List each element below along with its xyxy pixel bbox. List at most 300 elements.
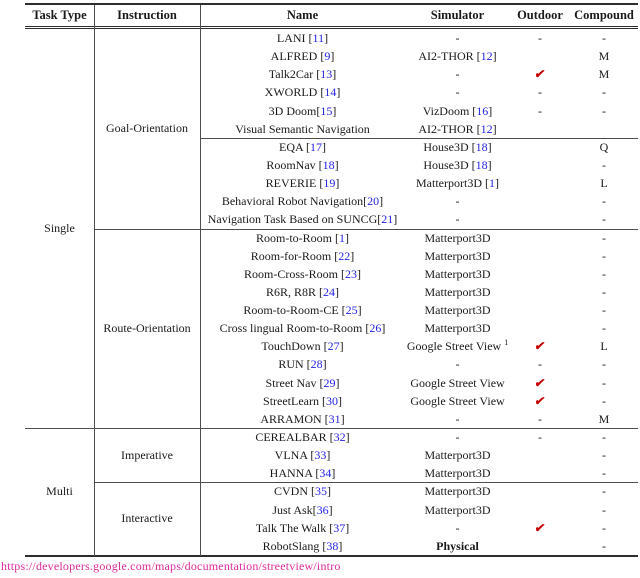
column-separator-task-instruction — [94, 5, 95, 556]
bracket: ] — [345, 230, 349, 245]
table-row — [200, 337, 638, 355]
simulator-cell — [405, 374, 510, 392]
bracket: [ — [322, 538, 327, 553]
citation-link[interactable]: 18 — [475, 157, 488, 172]
task-type-cell: Single — [44, 221, 75, 236]
bracket: ] — [338, 538, 343, 553]
cell-text: Matterport3D — [424, 284, 491, 299]
bracket: ] — [379, 194, 384, 209]
table-row — [200, 120, 638, 138]
table-row — [200, 102, 638, 120]
cell-text: House3D — [423, 157, 472, 172]
name-cell — [200, 337, 405, 355]
outdoor-cell — [510, 47, 570, 65]
citation-link[interactable]: 1 — [488, 176, 495, 191]
cell-text: 3D Doom — [268, 103, 317, 118]
bracket: [ — [476, 121, 481, 136]
simulator-cell — [405, 482, 510, 500]
bracket: [ — [320, 49, 325, 64]
cell-text: RUN — [278, 357, 307, 372]
cell-text: Matterport3D — [424, 484, 491, 499]
bracket: ] — [335, 176, 340, 191]
outdoor-cell — [510, 120, 570, 138]
compound-cell: M — [598, 67, 610, 82]
citation-link[interactable]: 37 — [333, 520, 346, 535]
bracket: [ — [329, 520, 334, 535]
outdoor-cell — [510, 519, 570, 537]
cell-text: Matterport3D — [424, 448, 491, 463]
cell-text: RobotSlang — [262, 538, 323, 553]
table-row — [200, 464, 638, 482]
outdoor-cell: - — [538, 430, 542, 445]
outdoor-cell — [510, 229, 570, 247]
citation-link[interactable]: 18 — [322, 157, 335, 172]
bracket: [ — [316, 67, 321, 82]
bracket: ] — [350, 248, 355, 263]
simulator-cell — [405, 519, 510, 537]
outdoor-cell — [510, 446, 570, 464]
citation-link[interactable]: 27 — [327, 339, 340, 354]
citation-link[interactable]: 1 — [339, 230, 345, 245]
cell-text: R6R, R8R — [265, 284, 319, 299]
outdoor-cell — [510, 65, 570, 83]
bracket: ] — [332, 67, 337, 82]
footnote-link[interactable]: https://developers.google.com/maps/documentation/streetview/intro — [1, 559, 341, 573]
cell-text: CVDN — [273, 484, 311, 499]
table-row — [200, 374, 638, 392]
bracket: ] — [339, 339, 344, 354]
cell-text: Visual Semantic Navigation — [235, 121, 370, 136]
cell-text: - — [455, 67, 460, 82]
outdoor-cell — [510, 501, 570, 519]
outdoor-cell — [510, 482, 570, 500]
cell-text: - — [455, 520, 460, 535]
name-cell — [200, 464, 405, 482]
cell-text: TouchDown — [261, 339, 324, 354]
table-row — [200, 537, 638, 555]
outdoor-cell — [510, 374, 570, 392]
header-task-type: Task Type — [32, 8, 87, 22]
bracket: [ — [315, 466, 320, 481]
citation-link[interactable]: 36 — [316, 502, 329, 517]
table-row — [200, 229, 638, 247]
bracket: ] — [334, 157, 339, 172]
bracket: ] — [487, 139, 492, 154]
name-cell — [200, 192, 405, 210]
instruction-cell: Interactive — [121, 511, 173, 526]
table-row — [200, 47, 638, 65]
compound-cell: - — [602, 31, 606, 45]
citation-link[interactable]: 9 — [324, 49, 331, 64]
name-cell — [200, 265, 405, 283]
citation-link[interactable]: 24 — [323, 284, 335, 299]
bracket: ] — [381, 321, 386, 336]
citation-link[interactable]: 32 — [333, 430, 346, 445]
outdoor-cell — [510, 174, 570, 192]
compound-cell: - — [602, 266, 606, 281]
cell-text: Just Ask — [272, 502, 313, 517]
cell-text: Physical — [436, 538, 479, 553]
compound-cell: - — [602, 212, 606, 227]
name-cell — [200, 283, 405, 301]
citation-link[interactable]: 17 — [310, 139, 322, 154]
compound-cell: - — [602, 248, 606, 263]
outdoor-cell — [510, 247, 570, 265]
table-row — [200, 355, 638, 373]
compound-cell: - — [602, 520, 606, 535]
outdoor-cell: - — [538, 411, 542, 426]
compound-cell: M — [598, 411, 610, 426]
table-row — [200, 265, 638, 283]
name-cell — [200, 519, 405, 537]
instruction-cell: Route-Orientation — [103, 320, 191, 335]
simulator-cell — [405, 83, 510, 101]
compound-cell: - — [602, 466, 606, 481]
bracket: [ — [484, 176, 489, 191]
cell-text: XWORLD — [264, 85, 321, 100]
name-cell — [200, 392, 405, 410]
name-cell — [200, 65, 405, 83]
citation-link[interactable]: 28 — [310, 357, 323, 372]
table-row — [200, 29, 638, 47]
cell-text: EQA — [279, 139, 306, 154]
cell-text: Matterport3D — [424, 230, 491, 245]
cell-text: Google Street View — [410, 375, 505, 390]
simulator-cell — [405, 410, 510, 428]
outdoor-cell — [510, 156, 570, 174]
citation-link[interactable]: 23 — [345, 266, 357, 281]
compound-cell: - — [602, 157, 606, 172]
compound-cell: - — [602, 484, 606, 499]
outdoor-cell: - — [538, 85, 542, 100]
citation-link[interactable]: 38 — [326, 538, 339, 553]
table-row — [200, 247, 638, 265]
name-cell — [200, 83, 405, 101]
cell-text: Matterport3D — [424, 466, 491, 481]
citation-link[interactable]: 20 — [367, 194, 380, 209]
table-row — [200, 428, 638, 446]
cell-text: HANNA — [269, 466, 316, 481]
citation-link[interactable]: 30 — [325, 393, 338, 408]
compound-cell: L — [600, 339, 608, 354]
bracket: ] — [330, 49, 335, 64]
compound-cell: - — [602, 375, 606, 390]
simulator-cell — [405, 247, 510, 265]
outdoor-cell — [510, 537, 570, 555]
simulator-cell — [405, 319, 510, 337]
bracket: [ — [306, 357, 311, 372]
bracket: ] — [337, 393, 342, 408]
footnote-marker: 1 — [504, 338, 509, 348]
bracket: ] — [345, 520, 350, 535]
cell-text: Navigation Task Based on SUNCG — [207, 212, 378, 227]
cell-text: AI2-THOR — [418, 49, 477, 64]
table-header — [25, 5, 638, 26]
bracket: ] — [357, 303, 362, 318]
header-outdoor: Outdoor — [517, 8, 563, 22]
bracket: [ — [476, 49, 481, 64]
bracket: [ — [335, 230, 339, 245]
compound-cell: - — [602, 393, 606, 408]
cell-text: Matterport3D — [424, 502, 491, 517]
bracket: ] — [345, 430, 350, 445]
citation-link[interactable]: 12 — [480, 121, 493, 136]
simulator-cell — [405, 265, 510, 283]
bracket: ] — [487, 157, 492, 172]
task-type-cell: Multi — [46, 484, 73, 498]
name-cell — [200, 102, 405, 120]
cell-text: REVERIE — [265, 176, 320, 191]
simulator-cell — [405, 65, 510, 83]
cell-text: Matterport3D — [424, 266, 491, 281]
cell-text: CEREALBAR — [255, 430, 330, 445]
simulator-cell — [405, 47, 510, 65]
cell-text: Matterport3D — [416, 176, 485, 191]
compound-cell: - — [602, 502, 606, 517]
simulator-cell — [405, 156, 510, 174]
outdoor-checkmark-icon: ✔ — [533, 67, 547, 82]
bracket: ] — [322, 357, 327, 372]
bracket: ] — [492, 121, 497, 136]
outdoor-cell — [510, 301, 570, 319]
outdoor-cell — [510, 319, 570, 337]
name-cell — [200, 210, 405, 228]
simulator-cell — [405, 501, 510, 519]
header-compound: Compound — [574, 8, 634, 22]
citation-link[interactable]: 22 — [338, 248, 351, 263]
name-cell — [200, 482, 405, 500]
simulator-cell — [405, 120, 510, 138]
cell-text: - — [455, 430, 460, 445]
simulator-cell — [405, 210, 510, 228]
cell-text: Cross lingual Room-to-Room — [219, 321, 366, 336]
bracket: ] — [324, 31, 329, 45]
cell-text: ALFRED — [270, 49, 321, 64]
citation-link[interactable]: 33 — [314, 448, 327, 463]
cell-text: Google Street View — [410, 393, 505, 408]
citation-link[interactable]: 31 — [328, 411, 341, 426]
cell-text: Matterport3D — [424, 248, 491, 263]
cell-text: - — [455, 411, 460, 426]
simulator-cell — [405, 446, 510, 464]
citation-link[interactable]: 14 — [324, 85, 337, 100]
compound-cell: - — [602, 538, 606, 553]
instruction-cell: Goal-Orientation — [106, 121, 188, 136]
citation-link[interactable]: 12 — [480, 49, 493, 64]
bracket: [ — [329, 430, 334, 445]
bracket: [ — [334, 248, 339, 263]
cell-text: - — [455, 85, 460, 100]
bracket: [ — [319, 284, 323, 299]
citation-link[interactable]: 11 — [312, 31, 325, 45]
citation-link[interactable]: 26 — [369, 321, 382, 336]
citation-link[interactable]: 15 — [320, 103, 333, 118]
cell-text: StreetLearn — [263, 393, 322, 408]
compound-cell: - — [602, 321, 606, 336]
name-cell — [200, 537, 405, 555]
compound-cell: L — [600, 176, 608, 191]
table-row — [200, 501, 638, 519]
compound-cell: - — [602, 430, 606, 445]
bracket: ] — [357, 266, 361, 281]
outdoor-checkmark-icon: ✔ — [533, 393, 547, 408]
compound-cell: - — [602, 194, 606, 209]
outdoor-cell — [510, 392, 570, 410]
table-row — [200, 519, 638, 537]
outdoor-cell — [510, 210, 570, 228]
simulator-cell — [405, 192, 510, 210]
table-row — [200, 319, 638, 337]
header-simulator: Simulator — [430, 8, 485, 22]
simulator-cell — [405, 138, 510, 156]
compound-cell: Q — [599, 139, 609, 154]
outdoor-cell — [510, 138, 570, 156]
cell-text: ARRAMON — [260, 411, 325, 426]
header-instruction: Instruction — [117, 8, 177, 22]
cell-text: Matterport3D — [424, 321, 491, 336]
bracket: [ — [365, 321, 370, 336]
table-row — [200, 410, 638, 428]
outdoor-checkmark-icon: ✔ — [533, 339, 547, 354]
bracket: [ — [318, 157, 323, 172]
bracket: ] — [494, 176, 499, 191]
citation-link[interactable]: 13 — [320, 67, 333, 82]
name-cell — [200, 446, 405, 464]
header-name: Name — [286, 8, 319, 22]
bracket: ] — [335, 284, 339, 299]
cell-text: Room-to-Room — [255, 230, 335, 245]
table-row — [200, 83, 638, 101]
citation-link[interactable]: 18 — [475, 139, 488, 154]
simulator-cell — [405, 229, 510, 247]
citation-link[interactable]: 19 — [323, 176, 336, 191]
simulator-cell — [405, 29, 510, 47]
simulator-cell — [405, 428, 510, 446]
outdoor-cell — [510, 192, 570, 210]
citation-link[interactable]: 25 — [345, 303, 358, 318]
simulator-cell — [405, 464, 510, 482]
bracket: ] — [340, 411, 345, 426]
bracket: [ — [471, 157, 476, 172]
bracket: [ — [341, 303, 346, 318]
simulator-cell — [405, 174, 510, 192]
table-row — [200, 174, 638, 192]
citation-link[interactable]: 35 — [315, 484, 327, 499]
name-cell — [200, 319, 405, 337]
vln-tasks-table — [25, 3, 638, 557]
table-row — [200, 301, 638, 319]
table-body — [25, 29, 638, 555]
compound-cell: - — [602, 303, 606, 318]
cell-text: Talk The Walk — [255, 520, 330, 535]
citation-link[interactable]: 34 — [319, 466, 332, 481]
bracket: ] — [327, 484, 331, 499]
compound-cell: - — [602, 85, 606, 100]
cell-text: House3D — [423, 139, 472, 154]
cell-text: LANI — [276, 31, 309, 45]
outdoor-cell — [510, 337, 570, 355]
table-row — [200, 392, 638, 410]
name-cell — [200, 301, 405, 319]
compound-cell — [570, 120, 638, 138]
bracket: [ — [310, 448, 315, 463]
cell-text: Street Nav — [265, 375, 320, 390]
bracket: ] — [331, 466, 336, 481]
citation-link[interactable]: 29 — [323, 375, 336, 390]
bracket: [ — [341, 266, 345, 281]
table-row — [200, 283, 638, 301]
table-row — [200, 192, 638, 210]
citation-link[interactable]: 16 — [476, 103, 489, 118]
bracket: ] — [322, 139, 326, 154]
cell-text: Room-Cross-Room — [243, 266, 341, 281]
table-row — [200, 482, 638, 500]
outdoor-cell — [510, 265, 570, 283]
outdoor-cell: - — [538, 103, 542, 118]
outdoor-cell — [510, 283, 570, 301]
column-separator-instruction-name — [200, 5, 201, 556]
cell-text: RoomNav — [266, 157, 319, 172]
compound-cell: - — [602, 103, 606, 118]
outdoor-cell: - — [538, 31, 542, 45]
bracket: [ — [311, 484, 315, 499]
name-cell — [200, 138, 405, 156]
simulator-cell — [405, 337, 510, 355]
cell-text: Room-to-Room-CE — [243, 303, 342, 318]
outdoor-checkmark-icon: ✔ — [533, 520, 547, 535]
bracket: ] — [335, 375, 340, 390]
name-cell — [200, 374, 405, 392]
name-cell — [200, 47, 405, 65]
cell-text: VLNA — [274, 448, 311, 463]
bracket: ] — [393, 212, 398, 227]
bracket: ] — [328, 502, 333, 517]
compound-cell: M — [598, 49, 610, 64]
citation-link[interactable]: 21 — [381, 212, 394, 227]
compound-cell: - — [602, 230, 606, 245]
table-row — [200, 156, 638, 174]
bracket: ] — [332, 103, 337, 118]
name-cell — [200, 355, 405, 373]
cell-text: - — [455, 357, 460, 372]
cell-text: AI2-THOR — [418, 121, 477, 136]
compound-cell: - — [602, 357, 606, 372]
name-cell — [200, 229, 405, 247]
simulator-cell — [405, 355, 510, 373]
table-row — [200, 138, 638, 156]
bracket: [ — [363, 194, 368, 209]
cell-text: Talk2Car — [268, 67, 317, 82]
cell-text: Room-for-Room — [250, 248, 335, 263]
bracket: [ — [471, 139, 476, 154]
instruction-cell: Imperative — [121, 447, 173, 462]
cell-text: - — [455, 31, 460, 45]
name-cell — [200, 410, 405, 428]
cell-text: - — [455, 212, 460, 227]
name-cell — [200, 247, 405, 265]
name-cell — [200, 120, 405, 138]
name-cell — [200, 174, 405, 192]
outdoor-checkmark-icon: ✔ — [533, 375, 547, 390]
bracket: [ — [323, 339, 328, 354]
bracket: [ — [321, 393, 326, 408]
name-cell — [200, 29, 405, 47]
bracket: ] — [492, 49, 497, 64]
compound-cell: - — [602, 284, 606, 299]
bracket: [ — [377, 212, 382, 227]
simulator-cell — [405, 102, 510, 120]
cell-text: VizDoom — [422, 103, 473, 118]
